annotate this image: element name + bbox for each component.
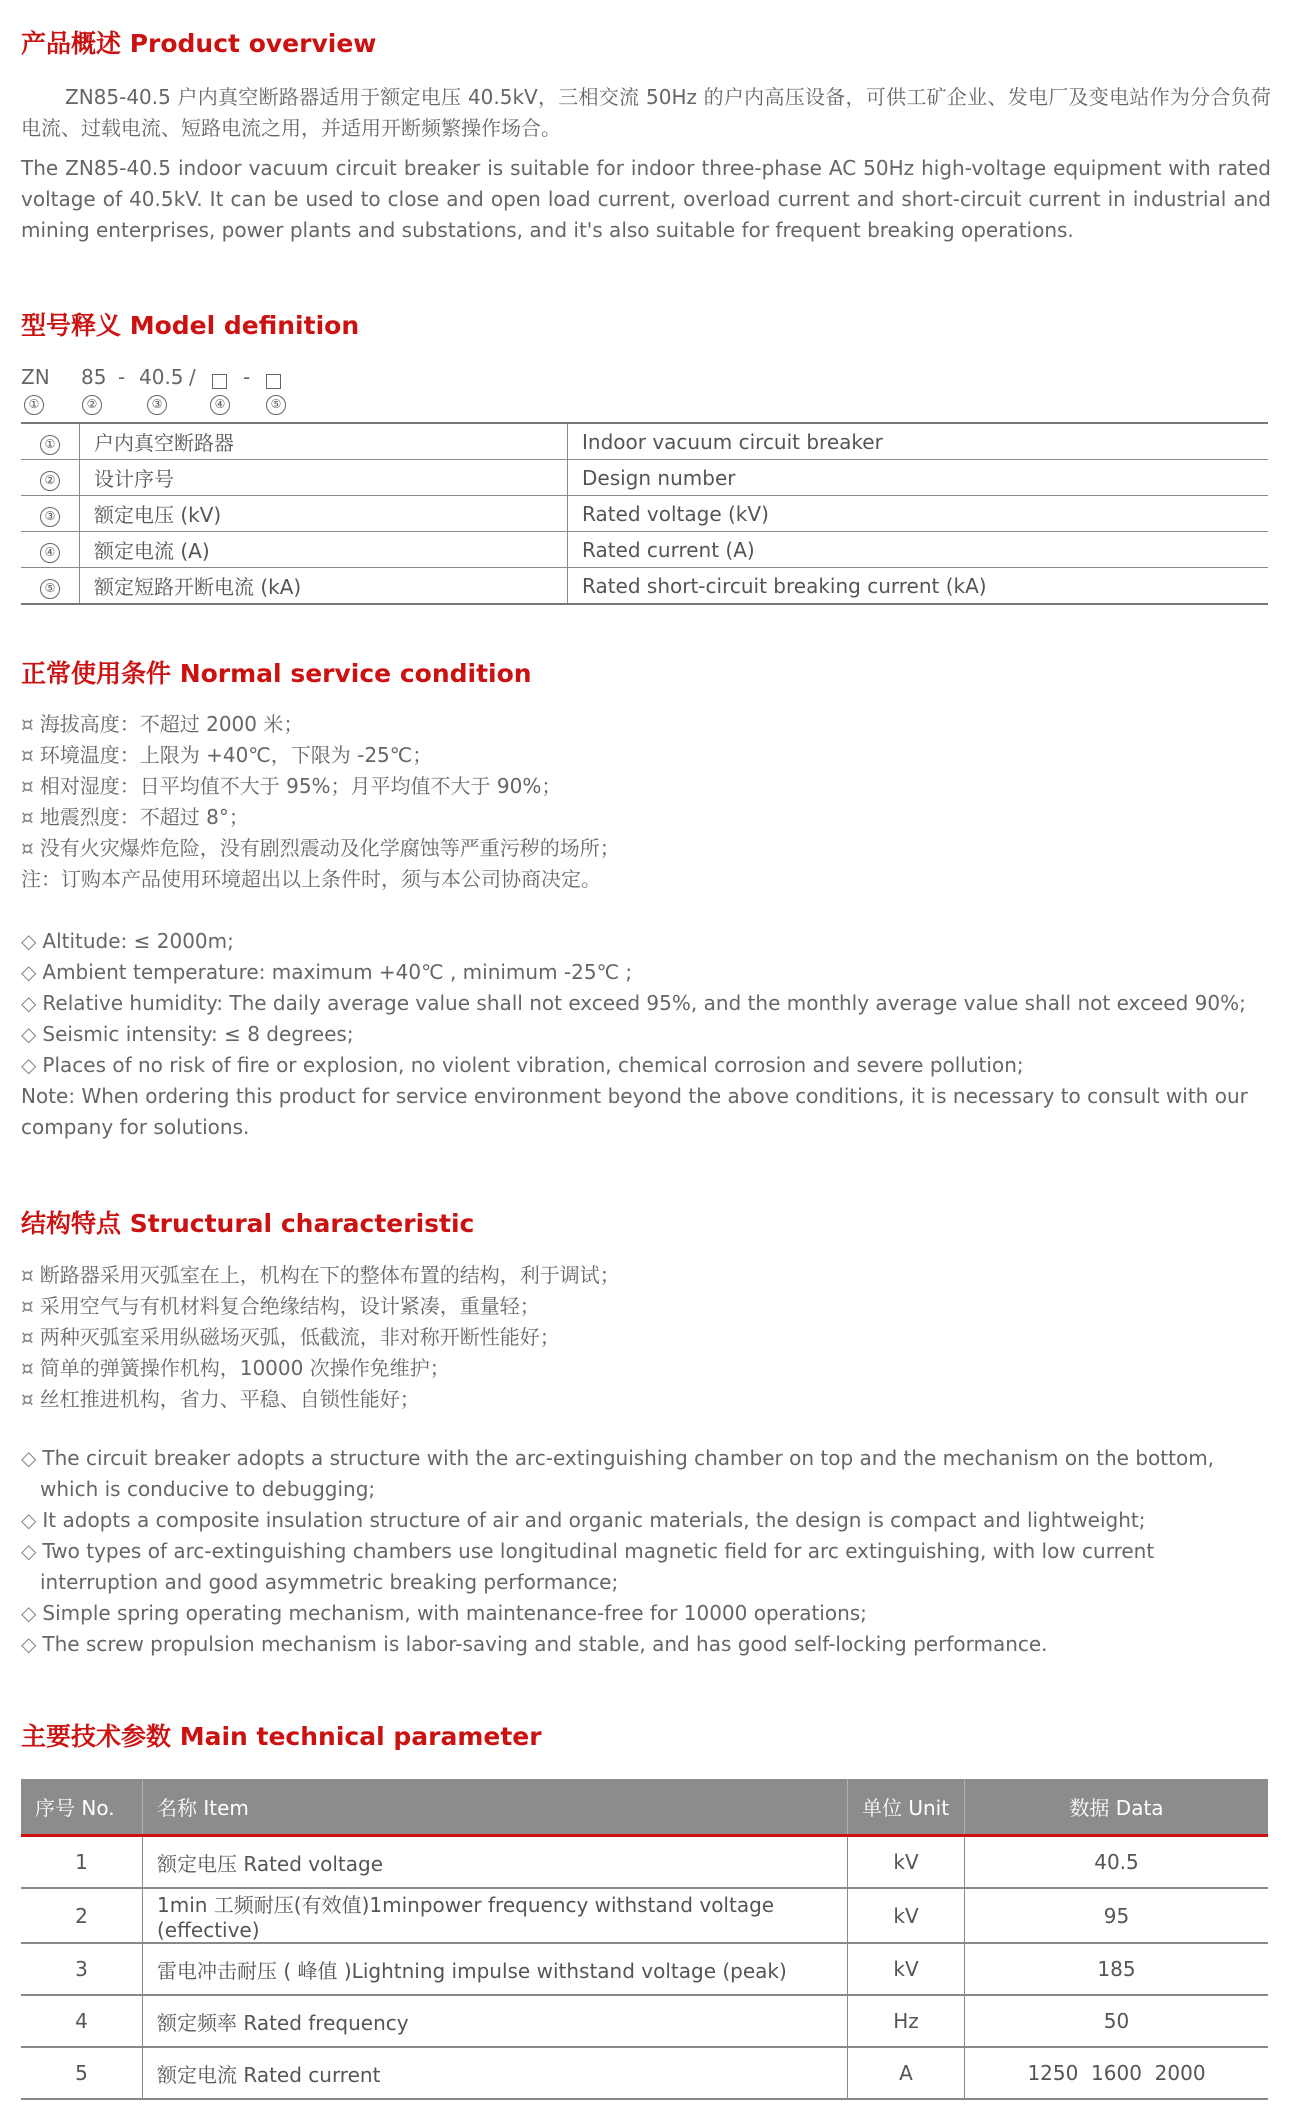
list-item: ¤ 环境温度：上限为 +40℃，下限为 -25℃；	[21, 743, 433, 767]
cell-unit: kV	[848, 1943, 965, 1995]
bullet-icon: ¤	[21, 836, 34, 860]
bullet-icon: ◇	[21, 1508, 37, 1532]
bullet-icon: ¤	[21, 805, 34, 829]
model-code-box-4	[212, 369, 227, 393]
bullet-icon: ◇	[21, 1539, 37, 1563]
service-en-list	[21, 926, 1271, 1143]
cell-item: 1min 工频耐压(有效值)1minpower frequency withstand voltage (effective)	[143, 1888, 848, 1943]
header-item: 名称 Item	[143, 1779, 848, 1836]
header-no: 序号 No.	[21, 1779, 143, 1836]
row-number: ①	[40, 435, 60, 455]
cell-item: 额定电流 Rated current	[143, 2047, 848, 2099]
cell-unit: Hz	[848, 1995, 965, 2047]
model-title: 型号释义 Model definition	[21, 311, 360, 340]
cell-no: 3	[21, 1943, 143, 1995]
bullet-icon: ¤	[21, 712, 34, 736]
bullet-icon: ¤	[21, 1325, 34, 1349]
table-header-row	[21, 1779, 1268, 1836]
list-item: ¤ 地震烈度：不超过 8°；	[21, 805, 249, 829]
cell-data: 95	[965, 1888, 1269, 1943]
table-row	[21, 1943, 1268, 1995]
bullet-icon: ◇	[21, 1601, 37, 1625]
table-row	[21, 1995, 1268, 2047]
marker-2: ②	[82, 395, 102, 415]
model-code-dash: -	[118, 365, 126, 389]
bullet-icon: ◇	[21, 991, 37, 1015]
marker-1: ①	[24, 395, 44, 415]
bullet-icon: ◇	[21, 960, 37, 984]
bullet-icon: ◇	[21, 1022, 37, 1046]
table-row	[21, 568, 1268, 605]
cell-data: 40.5	[965, 1836, 1269, 1889]
overview-cn-paragraph: ZN85-40.5 户内真空断路器适用于额定电压 40.5kV，三相交流 50Hz 的户内高压设备，可供工矿企业、发电厂及变电站作为分合负荷电流、过载电流、短路电流之用，并适用开断频繁操作场合。	[21, 85, 1271, 140]
list-item: ◇ Two types of arc-extinguishing chambers use longitudinal magnetic field for arc extinguishing, with low current interruption and good asymmetric breaking performance;	[21, 1539, 1155, 1594]
row-cn: 额定电压 (kV)	[80, 496, 568, 532]
table-row	[21, 1836, 1268, 1889]
model-code-dash-2: -	[243, 365, 251, 389]
cell-no: 5	[21, 2047, 143, 2099]
bullet-icon: ¤	[21, 1387, 34, 1411]
header-unit: 单位 Unit	[848, 1779, 965, 1836]
table-row	[21, 532, 1268, 568]
structure-en-list	[21, 1443, 1216, 1660]
list-item: ¤ 采用空气与有机材料复合绝缘结构，设计紧凑，重量轻；	[21, 1294, 540, 1318]
list-item: ¤ 断路器采用灭弧室在上，机构在下的整体布置的结构，利于调试；	[21, 1263, 620, 1287]
overview-title: 产品概述 Product overview	[21, 29, 377, 58]
list-item: ◇ Places of no risk of fire or explosion, no violent vibration, chemical corrosion and severe pollution;	[21, 1053, 1024, 1077]
marker-5: ⑤	[266, 395, 286, 415]
bullet-icon: ◇	[21, 1446, 37, 1470]
row-cn: 户内真空断路器	[80, 423, 568, 460]
params-title: 主要技术参数 Main technical parameter	[21, 1722, 542, 1751]
model-code-zn: ZN	[21, 365, 50, 389]
list-item: ¤ 海拔高度：不超过 2000 米；	[21, 712, 304, 736]
table-row	[21, 2047, 1268, 2099]
service-title: 正常使用条件 Normal service condition	[21, 659, 532, 688]
cell-no: 1	[21, 1836, 143, 1889]
service-en-note: Note: When ordering this product for service environment beyond the above conditions, it is necessary to consult with our company for solutions.	[21, 1084, 1248, 1139]
model-code-85: 85	[81, 365, 107, 389]
cell-unit: A	[848, 2047, 965, 2099]
structure-title: 结构特点 Structural characteristic	[21, 1209, 475, 1238]
cell-no: 2	[21, 1888, 143, 1943]
row-number: ⑤	[40, 579, 60, 599]
list-item: ◇ The screw propulsion mechanism is labor-saving and stable, and has good self-locking performance.	[21, 1632, 1048, 1656]
row-cn: 设计序号	[80, 460, 568, 496]
marker-4: ④	[210, 395, 230, 415]
row-number: ②	[40, 471, 60, 491]
bullet-icon: ¤	[21, 1294, 34, 1318]
marker-3: ③	[147, 395, 167, 415]
cell-data: 185	[965, 1943, 1269, 1995]
cell-data: 1250 1600 2000	[965, 2047, 1269, 2099]
row-en: Design number	[568, 460, 1269, 496]
cell-item: 雷电冲击耐压 ( 峰值 )Lightning impulse withstand voltage (peak)	[143, 1943, 848, 1995]
list-item: ◇ Ambient temperature: maximum +40℃ , minimum -25℃ ;	[21, 960, 633, 984]
row-cn: 额定短路开断电流 (kA)	[80, 568, 568, 605]
list-item: ¤ 没有火灾爆炸危险，没有剧烈震动及化学腐蚀等严重污秽的场所；	[21, 836, 620, 860]
model-definition-table	[21, 422, 1268, 605]
overview-en-paragraph: The ZN85-40.5 indoor vacuum circuit breaker is suitable for indoor three-phase AC 50Hz high-voltage equipment with rated voltage of 40.5kV. It can be used to close and open load current, overload current and short-circuit current in industrial and mining enterprises, power plants and substations, and it's also suitable for frequent breaking operations.	[21, 156, 1271, 242]
model-code-slash: /	[189, 365, 196, 389]
table-row	[21, 423, 1268, 460]
bullet-icon: ¤	[21, 1356, 34, 1380]
cell-item: 额定电压 Rated voltage	[143, 1836, 848, 1889]
row-en: Rated short-circuit breaking current (kA)	[582, 573, 987, 598]
row-en: Rated current (A)	[568, 532, 1269, 568]
model-code-voltage: 40.5	[139, 365, 184, 389]
cell-item: 额定频率 Rated frequency	[143, 1995, 848, 2047]
bullet-icon: ¤	[21, 1263, 34, 1287]
table-row	[21, 1888, 1268, 1943]
list-item: ◇ It adopts a composite insulation structure of air and organic materials, the design is compact and lightweight;	[21, 1508, 1146, 1532]
bullet-icon: ◇	[21, 1632, 37, 1656]
list-item: ◇ Seismic intensity: ≤ 8 degrees;	[21, 1022, 354, 1046]
table-row	[21, 496, 1268, 532]
list-item: ◇ The circuit breaker adopts a structure with the arc-extinguishing chamber on top and the mechanism on the bottom, which is conducive to debugging;	[21, 1446, 1215, 1501]
row-number: ④	[40, 543, 60, 563]
bullet-icon: ¤	[21, 774, 34, 798]
bullet-icon: ◇	[21, 929, 37, 953]
structure-cn-list	[21, 1260, 1271, 1415]
list-item: ◇ Altitude: ≤ 2000m;	[21, 929, 234, 953]
list-item: ◇ Simple spring operating mechanism, with maintenance-free for 10000 operations;	[21, 1601, 867, 1625]
list-item: ¤ 相对湿度：日平均值不大于 95%；月平均值不大于 90%；	[21, 774, 562, 798]
cell-no: 4	[21, 1995, 143, 2047]
bullet-icon: ◇	[21, 1053, 37, 1077]
row-cn: 额定电流 (A)	[80, 532, 568, 568]
list-item: ◇ Relative humidity: The daily average value shall not exceed 95%, and the monthly average value shall not exceed 90%;	[21, 991, 1246, 1015]
cell-data: 50	[965, 1995, 1269, 2047]
bullet-icon: ¤	[21, 743, 34, 767]
list-item: ¤ 两种灭弧室采用纵磁场灭弧，低截流，非对称开断性能好；	[21, 1325, 560, 1349]
service-cn-note: 注：订购本产品使用环境超出以上条件时，须与本公司协商决定。	[21, 867, 601, 891]
model-code-box-5	[266, 369, 281, 393]
list-item: ¤ 丝杠推进机构，省力、平稳、自锁性能好；	[21, 1387, 420, 1411]
row-en: Indoor vacuum circuit breaker	[568, 423, 1269, 460]
header-data: 数据 Data	[965, 1779, 1269, 1836]
table-row	[21, 460, 1268, 496]
list-item: ¤ 简单的弹簧操作机构，10000 次操作免维护；	[21, 1356, 450, 1380]
service-cn-list	[21, 709, 1271, 895]
cell-unit: kV	[848, 1836, 965, 1889]
cell-unit: kV	[848, 1888, 965, 1943]
row-number: ③	[40, 507, 60, 527]
row-en: Rated voltage (kV)	[568, 496, 1269, 532]
parameter-table	[21, 1779, 1268, 2100]
